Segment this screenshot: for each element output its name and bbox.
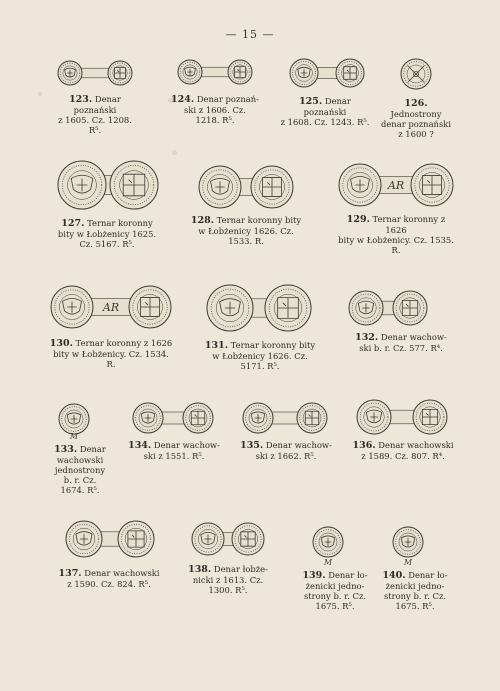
coin-pair-image	[346, 288, 456, 328]
caption: 132. Denar wachow- ski b. r. Cz. 577. R⁴.	[355, 332, 447, 353]
coin-item-134	[126, 400, 222, 470]
coin-face	[313, 527, 343, 557]
coin-item-129	[336, 160, 456, 255]
monogram-label: M	[403, 558, 413, 566]
coin-item-137	[56, 518, 162, 594]
coin-pair-image	[186, 518, 270, 560]
coin-face	[232, 523, 264, 555]
coin-item-125	[278, 56, 372, 127]
coin-face	[297, 403, 327, 433]
coin-item-140	[376, 518, 454, 614]
caption: 130. Ternar koronny z 1626 bity w Łobżenicy. Cz. 1534. R.	[49, 338, 173, 369]
caption: 137. Denar wachowski z 1590. Cz. 824. R⁵.	[58, 568, 160, 589]
coin-item-124	[170, 56, 260, 124]
monogram-label: M	[69, 432, 79, 440]
caption: 133. Denar wachowski jednostrony b. r. Cz. 1674. R⁵.	[54, 444, 106, 495]
monogram-label: AR	[387, 179, 405, 192]
coin-item-139	[298, 518, 372, 614]
caption: 127. Ternar koronny bity w Łobżenicy 1625. Cz. 5167. R⁵.	[57, 218, 157, 249]
caption: 139. Denar ło- żenicki jedno- strony b. r. Cz. 1675. R⁵.	[302, 570, 368, 611]
coin-single-image	[378, 56, 454, 92]
coin-face	[393, 527, 423, 557]
coin-face	[108, 61, 132, 85]
coin-face	[58, 161, 106, 209]
caption: 129. Ternar koronny z 1626 bity w Łobżenicy. Cz. 1535. R.	[338, 214, 454, 255]
coin-face	[133, 403, 163, 433]
coin-pair-image	[190, 163, 302, 211]
paper-stain	[168, 98, 174, 103]
coin-face	[349, 291, 383, 325]
coin-face	[336, 59, 364, 87]
caption: 140. Denar ło- żenicki jedno- strony b. r. Cz. 1675. R⁵.	[382, 570, 448, 611]
coin-pair-image	[48, 282, 174, 332]
coin-single-image	[376, 518, 454, 566]
coin-face	[228, 60, 252, 84]
coin-item-131	[200, 282, 320, 374]
caption: 134. Denar wachow- ski z 1551. R⁵.	[128, 440, 220, 461]
coin-face	[66, 521, 102, 557]
coin-face	[290, 59, 318, 87]
coin-face	[58, 61, 82, 85]
paper-stain	[172, 150, 177, 155]
coin-item-123	[52, 58, 138, 135]
caption: 136. Denar wachowski z 1589. Cz. 807. R⁴.	[352, 440, 454, 461]
coin-face	[243, 403, 273, 433]
coin-item-130	[48, 282, 174, 369]
coin-item-126	[378, 56, 454, 139]
coin-single-image	[298, 518, 372, 566]
coin-face	[118, 521, 154, 557]
coin-pair-image	[126, 400, 222, 436]
coin-face	[192, 523, 224, 555]
caption: 126. Jednostrony denar poznański z 1600 ?	[380, 98, 452, 139]
caption: 123. Denar poznański z 1605. Cz. 1208. R⁵.	[58, 94, 132, 135]
coin-face	[207, 285, 253, 331]
coin-face	[51, 286, 93, 328]
coin-face	[59, 404, 89, 434]
caption: 125. Denar poznański z 1608. Cz. 1243. R⁵.	[280, 96, 370, 127]
coin-pair-image	[170, 56, 260, 88]
coin-face	[265, 285, 311, 331]
coin-item-128	[190, 163, 302, 255]
monogram-label: AR	[102, 301, 120, 314]
coin-face	[357, 400, 391, 434]
coin-pair-image	[56, 518, 162, 560]
coin-item-132	[346, 288, 456, 368]
monogram-label: M	[323, 558, 333, 566]
coin-face	[339, 164, 381, 206]
coin-item-136	[350, 398, 456, 470]
coin-face	[199, 166, 241, 208]
coin-pair-image	[350, 398, 456, 436]
caption: 124. Denar poznań- ski z 1606. Cz. 1218. R⁵.	[171, 94, 259, 125]
page-number: — 15 —	[225, 28, 275, 41]
paper-stain	[38, 92, 42, 96]
coin-pair-image	[52, 158, 162, 212]
coin-pair-image	[200, 282, 320, 334]
coin-face	[129, 286, 171, 328]
coin-face	[393, 291, 427, 325]
coin-single-image	[50, 398, 110, 440]
caption: 138. Denar łobże- nicki z 1613. Cz. 1300. R⁵.	[188, 564, 268, 595]
coin-face	[110, 161, 158, 209]
coin-item-138	[186, 518, 270, 602]
coin-face	[413, 400, 447, 434]
coin-pair-image	[336, 160, 456, 210]
coin-face	[401, 59, 431, 89]
caption: 135. Denar wachow- ski z 1662. R⁵.	[240, 440, 332, 461]
coin-face	[411, 164, 453, 206]
coin-pair-image	[52, 58, 138, 88]
coin-pair-image	[238, 400, 334, 436]
caption: 131. Ternar koronny bity w Łobżenicy 1626. Cz. 5171. R⁵.	[204, 340, 316, 371]
coin-face	[178, 60, 202, 84]
coin-item-135	[238, 400, 334, 470]
coin-item-127	[52, 158, 162, 250]
coin-face	[183, 403, 213, 433]
caption: 128. Ternar koronny bity w Łobżenicy 1626. Cz. 1533. R.	[190, 215, 302, 246]
coin-item-133	[50, 398, 110, 498]
coin-pair-image	[278, 56, 372, 90]
coin-face	[251, 166, 293, 208]
